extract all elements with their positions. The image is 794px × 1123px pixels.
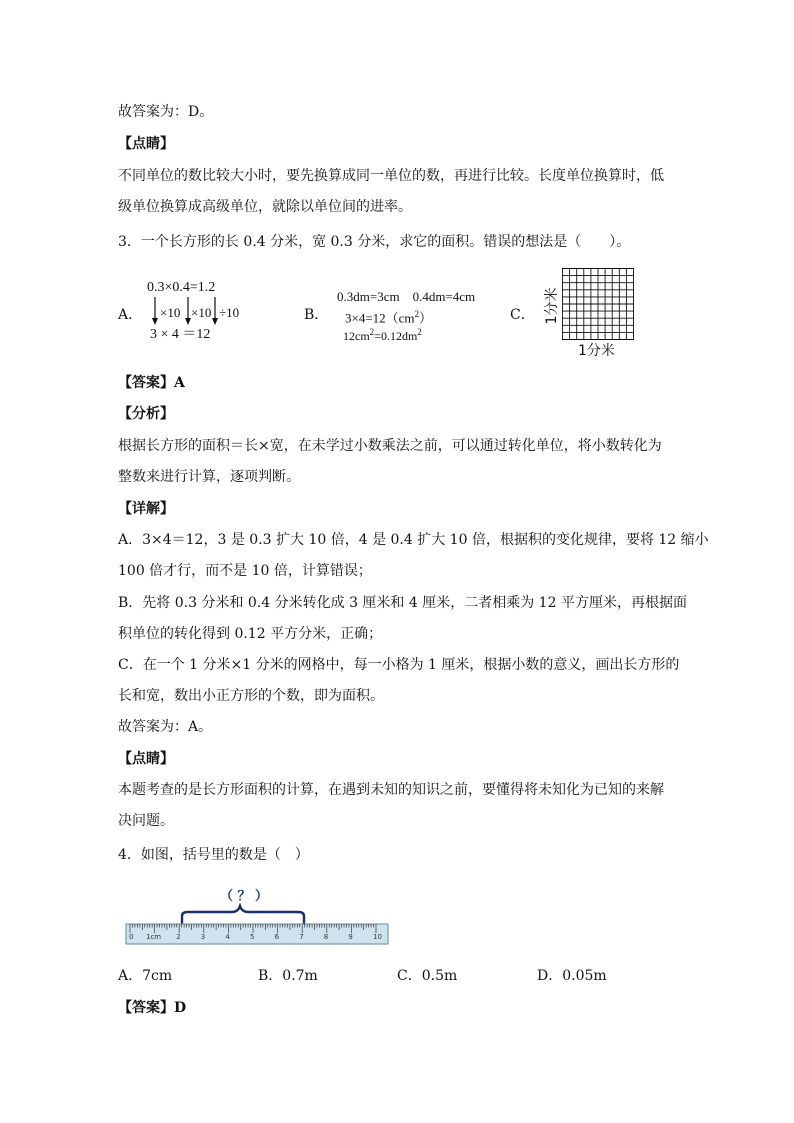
paragraph-line: B．先将 0.3 分米和 0.4 分米转化成 3 厘米和 4 厘米，二者相乘为 12 平方厘米，再根据面	[118, 595, 687, 611]
option-b-line1: 0.3dm=3cm 0.4dm=4cm	[337, 289, 476, 304]
answer-line: 故答案为：D。	[118, 104, 214, 120]
ruler-unit-label: 1cm	[146, 933, 162, 941]
option-b-line3	[343, 324, 422, 344]
option-b-label: B．	[304, 307, 329, 323]
paragraph-line: A．3×4＝12，3 是 0.3 扩大 10 倍，4 是 0.4 扩大 10 倍，根据积的变化规律，要将 12 缩小	[118, 532, 709, 548]
ruler-number: 7	[299, 933, 304, 941]
section-heading: 【分析】	[118, 406, 174, 422]
ruler-number: 3	[200, 933, 206, 941]
option-c-bottom-label: 1分米	[578, 343, 615, 359]
q4-option-c: C．0.5m	[397, 968, 458, 984]
answer-heading: 【答案】D	[118, 1000, 187, 1016]
superscript: 2	[417, 327, 422, 337]
ruler-zero: 0	[129, 933, 134, 941]
question-4: 4．如图，括号里的数是（ ）	[118, 847, 309, 863]
paragraph-line: 长和宽，数出小正方形的个数，即为面积。	[118, 688, 384, 704]
section-heading: 【详解】	[118, 501, 174, 517]
paragraph-line: 整数来进行计算，逐项判断。	[118, 469, 300, 485]
option-a-bottom: 3 × 4 ＝12	[150, 327, 211, 342]
option-c-grid	[562, 268, 638, 344]
option-a-label: A．	[118, 307, 143, 323]
option-c-side-label: 1分米	[544, 287, 560, 325]
superscript: 2	[414, 309, 420, 319]
paragraph-line: 100 倍才行，而不是 10 倍，计算错误；	[118, 563, 372, 579]
ruler-number: 5	[250, 933, 255, 941]
option-a-top: 0.3×0.4=1.2	[147, 280, 216, 295]
option-b-line3-a: 12cm	[343, 329, 370, 343]
paragraph-line: 不同单位的数比较大小时，要先换算成同一单位的数，再进行比较。长度单位换算时，低	[118, 168, 664, 184]
paragraph-line: 级单位换算成高级单位，就除以单位间的进率。	[118, 199, 412, 215]
q4-option-b: B．0.7m	[258, 968, 318, 984]
option-b-line2-close: ）	[419, 310, 433, 326]
ruler-number: 8	[323, 933, 329, 941]
option-a-mid: ÷10	[219, 305, 240, 320]
answer-heading: 【答案】A	[118, 375, 185, 391]
paragraph-line: 本题考查的是长方形面积的计算，在遇到未知的知识之前，要懂得将未知化为已知的来解	[118, 782, 664, 798]
question-3: 3．一个长方形的长 0.4 分米，宽 0.3 分米，求它的面积。错误的想法是（ ）。	[118, 234, 631, 250]
q4-option-a: A．7cm	[118, 968, 173, 984]
option-b-line3-c: =0.12dm	[374, 329, 418, 343]
paragraph-line: C．在一个 1 分米×1 分米的网格中，每一小格为 1 厘米，根据小数的意义，画出长方形的	[118, 657, 680, 673]
option-a-mid: ×10	[191, 305, 212, 320]
ruler-number: 2	[176, 933, 181, 941]
ruler-number: 4	[225, 933, 230, 941]
option-b-line2-text: 3×4=12（cm	[345, 310, 415, 326]
superscript: 2	[369, 327, 375, 337]
ruler-bracket-label: （ ？ ）	[220, 889, 269, 904]
section-heading: 【点睛】	[118, 136, 174, 152]
option-c-label: C．	[510, 307, 535, 323]
ruler-number: 10	[373, 933, 382, 941]
ruler-number: 6	[274, 933, 280, 941]
option-a-mid: ×10	[160, 305, 181, 320]
paragraph-line: 积单位的转化得到 0.12 平方分米，正确；	[118, 626, 383, 642]
section-heading: 【点睛】	[118, 751, 174, 767]
paragraph-line: 根据长方形的面积＝长×宽，在未学过小数乘法之前，可以通过转化单位，将小数转化为	[118, 438, 662, 454]
q4-option-d: D．0.05m	[537, 968, 607, 984]
paragraph-line: 决问题。	[118, 813, 174, 829]
ruler-number: 9	[348, 933, 353, 941]
answer-line: 故答案为：A。	[118, 719, 213, 735]
